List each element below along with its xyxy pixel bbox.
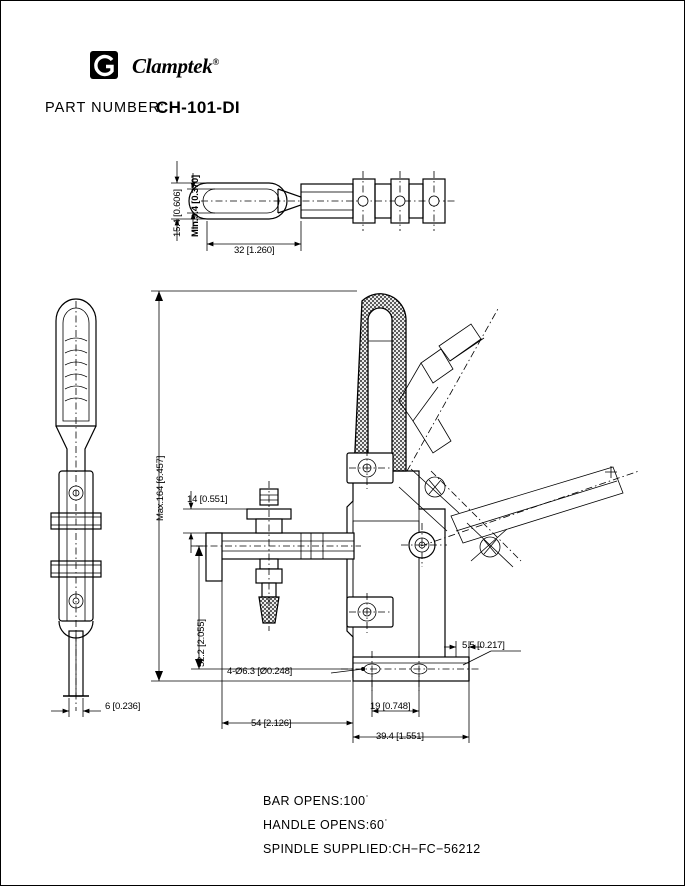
main-view-geometry [196, 294, 639, 691]
dim-label-52-2: 52.2 [2.055] [196, 619, 207, 667]
note-spindle-supplied: SPINDLE SUPPLIED:CH−FC−56212 [263, 842, 481, 856]
dim-label-min-9-4: Min.9.4 [0.370] [190, 175, 201, 237]
dim-label-5-5: 5.5 [0.217] [462, 640, 505, 651]
note-bar-opens: BAR OPENS:100˙ [263, 794, 371, 808]
dim-label-hole-spec: 4-Ø6.3 [Ø0.248] [227, 666, 293, 677]
dim-54-2126 [222, 581, 353, 729]
part-number-label: PART NUMBER: [45, 100, 165, 116]
part-number-value: CH-101-DI [156, 98, 240, 117]
dim-label-19: 19 [0.748] [370, 701, 411, 712]
top-view-geometry [189, 171, 456, 231]
dim-max-164 [151, 291, 357, 681]
dim-label-32: 32 [1.260] [234, 245, 275, 256]
dim-label-54: 54 [2.126] [251, 718, 292, 729]
dim-label-14: 14 [0.551] [187, 494, 228, 505]
dim-label-15-4: 15.4 [0.606] [172, 189, 183, 237]
note-handle-opens: HANDLE OPENS:60˙ [263, 818, 389, 832]
technical-drawing [1, 1, 685, 886]
dim-label-max-164: Max.164 [6.457] [155, 455, 166, 521]
left-side-view-geometry [51, 299, 101, 711]
dim-label-39-4: 39.4 [1.551] [376, 731, 424, 742]
dim-label-6: 6 [0.236] [105, 701, 141, 712]
logo-text: Clamptek® [132, 54, 219, 78]
registered-mark: ® [212, 57, 219, 67]
